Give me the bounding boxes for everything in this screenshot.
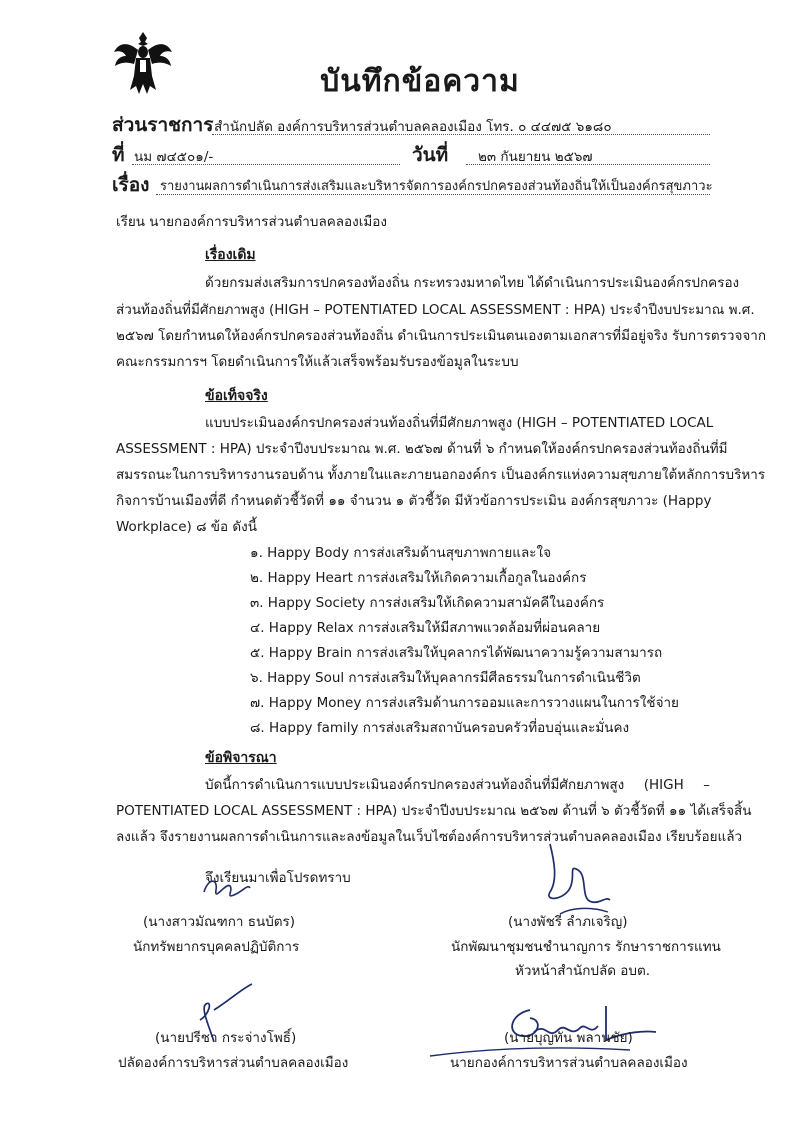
consideration-line-2: POTENTIATED LOCAL ASSESSMENT : HPA) ประจำปีงบประมาณ ๒๕๖๗ ด้านที่ ๖ ตัวชี้วัดที่ ๑๑ ได้เสร็จสิ้น <box>116 803 752 819</box>
signer-2-position-2: หัวหน้าสำนักปลัด อบต. <box>515 963 651 979</box>
consideration-line-3: ลงแล้ว จึงรายงานผลการดำเนินการและลงข้อมูลในเว็บไซต์องค์การบริหารส่วนตำบลคลองเมือง เรียบร้อยแล้ว <box>116 829 743 845</box>
facts-line-2: ASSESSMENT : HPA) ประจำปีงบประมาณ พ.ศ. ๒๕๖๗ ด้านที่ ๖ กำหนดให้องค์กรปกครองส่วนท้องถิ่นที่มี <box>116 441 728 457</box>
signer-2-position-1: นักพัฒนาชุมชนชำนาญการ รักษาราชการแทน <box>451 939 721 955</box>
agency-label: ส่วนราชการ <box>112 114 214 136</box>
signer-3-name: (นายปรีชา กระจ่างโพธิ์) <box>155 1030 297 1046</box>
list-item: ๔. Happy Relax การส่งเสริมให้มีสภาพแวดล้อมที่ผ่อนคลาย <box>250 620 601 636</box>
subject-dotted-line <box>156 194 710 195</box>
signer-2-name: (นางพัชรี ลำภเจริญ) <box>508 914 628 930</box>
background-line-1: ด้วยกรมส่งเสริมการปกครองท้องถิ่น กระทรวงมหาดไทย ได้ดำเนินการประเมินองค์กรปกครอง <box>205 275 740 291</box>
facts-line-3: สมรรถนะในการบริหารงานรอบด้าน ทั้งภายในและภายนอกองค์กร เป็นองค์กรแห่งความสุขภายใต้หลักการบริหาร <box>116 467 766 483</box>
signer-1-name: (นางสาวมัณฑกา ธนบัตร) <box>143 914 296 930</box>
list-item: ๖. Happy Soul การส่งเสริมให้บุคลากรมีศีลธรรมในการดำเนินชีวิต <box>250 670 641 686</box>
facts-line-4: กิจการบ้านเมืองที่ดี กำหนดตัวชี้วัดที่ ๑๑ จำนวน ๑ ตัวชี้วัด มีหัวข้อการประเมิน องค์กรสุขภาวะ (Happy <box>116 493 712 509</box>
agency-dotted-line <box>212 134 710 135</box>
ref-value: นม ๗๔๕๐๑/- <box>134 149 214 165</box>
agency-value: สำนักปลัด องค์การบริหารส่วนตำบลคลองเมือง โทร. ๐ ๔๔๗๕ ๖๑๘๐ <box>214 119 612 135</box>
section-heading-facts: ข้อเท็จจริง <box>205 388 268 404</box>
ref-label: ที่ <box>112 144 125 166</box>
list-item: ๑. Happy Body การส่งเสริมด้านสุขภาพกายและใจ <box>250 545 552 561</box>
date-label: วันที่ <box>412 144 449 166</box>
background-line-3: ๒๕๖๗ โดยกำหนดให้องค์กรปกครองส่วนท้องถิ่น ดำเนินการประเมินตนเองตามเอกสารที่มีอยู่จริง รับการตรวจจาก <box>116 328 767 344</box>
section-heading-consideration: ข้อพิจารณา <box>205 750 277 766</box>
signer-3-position: ปลัดองค์การบริหารส่วนตำบลคลองเมือง <box>118 1055 349 1071</box>
signature-1 <box>196 872 256 912</box>
list-item: ๗. Happy Money การส่งเสริมด้านการออมและการวางแผนในการใช้จ่าย <box>250 695 679 711</box>
consideration-line-1: บัดนี้การดำเนินการแบบประเมินองค์กรปกครองส่วนท้องถิ่นที่มีศักยภาพสูง (HIGH – <box>205 777 710 793</box>
signer-1-position: นักทรัพยากรบุคคลปฏิบัติการ <box>133 939 300 955</box>
closing-text: จึงเรียนมาเพื่อโปรดทราบ <box>205 870 351 886</box>
list-item: ๘. Happy family การส่งเสริมสถาบันครอบครัวที่อบอุ่นและมั่นคง <box>250 720 630 736</box>
date-dotted-line <box>466 164 710 165</box>
facts-line-5: Workplace) ๘ ข้อ ดังนี้ <box>116 519 257 535</box>
list-item: ๒. Happy Heart การส่งเสริมให้เกิดความเกื้อกูลในองค์กร <box>250 570 587 586</box>
ref-dotted-line <box>132 164 400 165</box>
facts-line-1: แบบประเมินองค์กรปกครองส่วนท้องถิ่นที่มีศักยภาพสูง (HIGH – POTENTIATED LOCAL <box>205 415 714 431</box>
date-value: ๒๓ กันยายน ๒๕๖๗ <box>478 149 593 165</box>
background-line-4: คณะกรรมการฯ โดยดำเนินการให้แล้วเสร็จพร้อมรับรองข้อมูลในระบบ <box>116 354 519 370</box>
signer-4-name: (นายบุญทัน พลานชัย) <box>504 1030 633 1046</box>
signer-4-position: นายกองค์การบริหารส่วนตำบลคลองเมือง <box>450 1055 688 1071</box>
subject-value: รายงานผลการดำเนินการส่งเสริมและบริหารจัดการองค์กรปกครองส่วนท้องถิ่นให้เป็นองค์กรสุขภาวะ <box>160 179 713 194</box>
document-title: บันทึกข้อความ <box>320 64 520 99</box>
section-heading-background: เรื่องเดิม <box>205 247 256 263</box>
list-item: ๕. Happy Brain การส่งเสริมให้บุคลากรได้พัฒนาความรู้ความสามารถ <box>250 645 663 661</box>
subject-label: เรื่อง <box>112 174 150 196</box>
salutation: เรียน นายกองค์การบริหารส่วนตำบลคลองเมือง <box>116 214 387 230</box>
background-line-2: ส่วนท้องถิ่นที่มีศักยภาพสูง (HIGH – POTENTIATED LOCAL ASSESSMENT : HPA) ประจำปีงบประมาณ พ.ศ. <box>116 302 755 318</box>
list-item: ๓. Happy Society การส่งเสริมให้เกิดความสามัคคีในองค์กร <box>250 595 605 611</box>
